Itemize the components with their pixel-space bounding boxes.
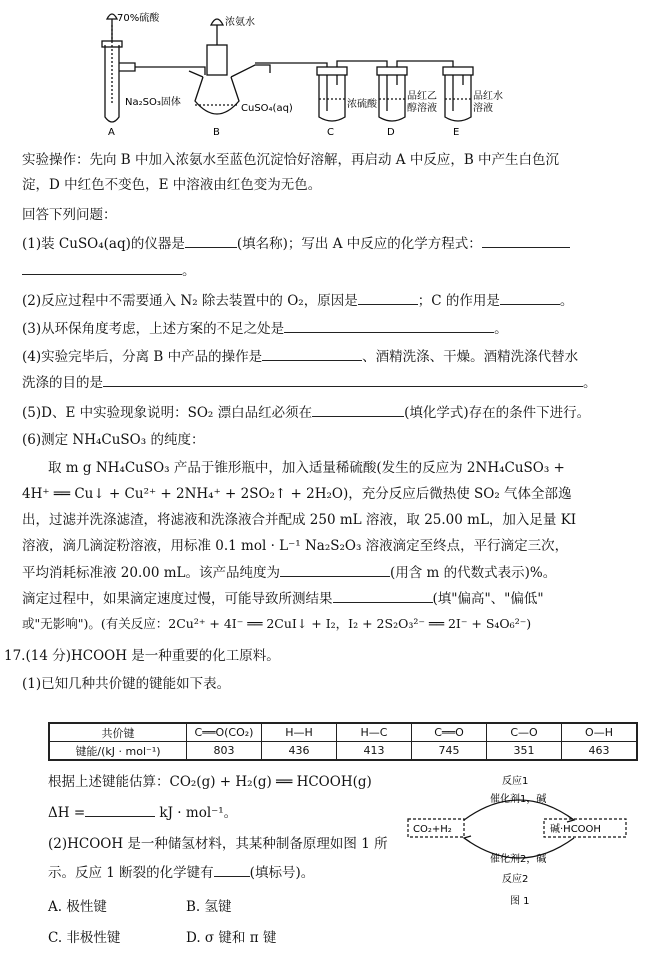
part-4-line-2	[22, 372, 597, 393]
table-cell: 745	[412, 742, 487, 761]
blank-1c[interactable]	[22, 260, 182, 275]
label-a-reagent: 70%硫酸	[117, 13, 160, 24]
blank-6b[interactable]	[333, 588, 433, 603]
table-cell: 463	[562, 742, 638, 761]
table-row	[49, 723, 637, 742]
answer-prompt: 回答下列问题：	[22, 207, 117, 223]
part-1-text-a: (1)装 CuSO₄(aq)的仪器是	[22, 236, 185, 252]
option-b: B. 氢键	[186, 899, 232, 915]
delta-h-line	[48, 802, 237, 823]
letter-a: A	[108, 127, 115, 138]
part-6-line-2: 4H⁺ ══ Cu↓ + Cu²⁺ + 2NH₄⁺ + 2SO₂↑ + 2H₂O)，充分反应后微热使 SO₂ 气体全部逸	[22, 486, 572, 502]
figure-right-box: 碱·HCOOH	[550, 824, 601, 835]
part-5-text-b: (填化学式)存在的条件下进行。	[404, 405, 591, 421]
blank-q17-2[interactable]	[214, 862, 250, 877]
label-a-solid: Na₂SO₃固体	[125, 97, 181, 108]
part-1-line	[22, 233, 570, 254]
part-3-end: 。	[494, 321, 508, 337]
bond-energy-table	[48, 722, 638, 761]
part-4-text-b: 、酒精洗涤、干燥。酒精洗涤代替水	[362, 349, 579, 365]
letter-b: B	[213, 127, 220, 138]
part-6-line-5	[22, 562, 556, 583]
table-cell: C—O	[487, 723, 562, 742]
part-6-title: (6)测定 NH₄CuSO₃ 的纯度：	[22, 432, 205, 448]
label-d-2: 醇溶液	[407, 103, 437, 114]
part-5-text-a: (5)D、E 中实验现象说明：SO₂ 漂白品红必须在	[22, 405, 313, 421]
estimate-line: 根据上述键能估算：CO₂(g) + H₂(g) ══ HCOOH(g)	[48, 774, 372, 790]
q17-part-2-text-b: (填标号)。	[249, 865, 315, 881]
part-6-text-6b: (填"偏高"、"偏低"	[432, 591, 544, 607]
q17-part-2-line-1: (2)HCOOH 是一种储氢材料，其某种制备原理如图 1 所	[48, 836, 388, 852]
option-d: D. σ 键和 π 键	[186, 930, 277, 946]
q17-part-1: (1)已知几种共价键的键能如下表。	[22, 676, 231, 692]
option-a: A. 极性键	[48, 899, 107, 915]
part-2-line	[22, 290, 573, 311]
label-e-1: 品红水	[473, 91, 503, 102]
letter-c: C	[327, 127, 334, 138]
figure-catalyst-2: 催化剂2，碱	[490, 854, 547, 865]
delta-h-unit: kJ · mol⁻¹。	[159, 805, 238, 821]
figure-reaction-2: 反应2	[502, 874, 529, 885]
q17-part-2-line-2	[48, 862, 314, 883]
table-row	[49, 742, 637, 761]
figure-reaction-1: 反应1	[502, 776, 529, 787]
label-b-reagent: 浓氨水	[225, 17, 255, 28]
part-2-text-b: ；C 的作用是	[417, 293, 500, 309]
part-6-text-5b: (用含 m 的代数式表示)%。	[390, 565, 557, 581]
blank-4b[interactable]	[103, 372, 583, 387]
blank-dh[interactable]	[85, 802, 155, 817]
table-cell: 413	[337, 742, 412, 761]
delta-h-text: ΔH =	[48, 805, 86, 821]
label-d-1: 品红乙	[407, 91, 437, 102]
figure-left-box: CO₂+H₂	[413, 824, 452, 835]
figure-catalyst-1: 催化剂1，碱	[490, 794, 547, 805]
part-4-end: 。	[583, 375, 597, 391]
part-4-line	[22, 346, 578, 367]
figure-caption: 图 1	[510, 896, 530, 907]
part-3-line	[22, 318, 508, 339]
blank-4a[interactable]	[262, 346, 362, 361]
part-3-text: (3)从环保角度考虑，上述方案的不足之处是	[22, 321, 285, 337]
part-2-end: 。	[559, 293, 574, 309]
part-6-line-4: 溶液，滴几滴淀粉溶液，用标准 0.1 mol · L⁻¹ Na₂S₂O₃ 溶液滴定至终点，平行滴定三次，	[22, 538, 569, 554]
blank-1a[interactable]	[185, 233, 237, 248]
part-6-text-5a: 平均消耗标准液 20.00 mL。该产品纯度为	[22, 565, 280, 581]
apparatus-diagram	[95, 5, 545, 145]
option-c: C. 非极性键	[48, 930, 121, 946]
part-6-line-1: 取 m g NH₄CuSO₃ 产品于锥形瓶中，加入适量稀硫酸(发生的反应为 2NH₄CuSO₃ +	[48, 460, 565, 476]
part-1-text-b: (填名称)；写出 A 中反应的化学方程式：	[236, 236, 482, 252]
table-cell: 351	[487, 742, 562, 761]
part-6-line-6	[22, 588, 544, 609]
operation-line-1: 实验操作：先向 B 中加入浓氨水至蓝色沉淀恰好溶解，再启动 A 中反应，B 中产生白色沉	[22, 152, 560, 168]
part-6-text-6a: 滴定过程中，如果滴定速度过慢，可能导致所测结果	[22, 591, 333, 607]
part-4-text-a: (4)实验完毕后，分离 B 中产品的操作是	[22, 349, 263, 365]
table-cell: 803	[187, 742, 262, 761]
q17-part-2-text-a: 示。反应 1 断裂的化学键有	[48, 865, 214, 881]
figure-1-cycle	[404, 772, 634, 912]
blank-2a[interactable]	[358, 290, 418, 305]
part-4-text-c: 洗涤的目的是	[22, 375, 103, 391]
letter-e: E	[453, 127, 460, 138]
label-b-solution: CuSO₄(aq)	[241, 103, 293, 114]
table-cell: 436	[262, 742, 337, 761]
blank-3[interactable]	[284, 318, 494, 333]
part-5-line	[22, 402, 590, 423]
label-c: 浓硫酸	[347, 99, 377, 110]
blank-5[interactable]	[312, 402, 404, 417]
table-cell: H—C	[337, 723, 412, 742]
part-1-end: 。	[182, 263, 196, 279]
table-cell: O—H	[562, 723, 638, 742]
part-6-line-7: 或"无影响")。(有关反应：2Cu²⁺ + 4I⁻ ══ 2CuI↓ + I₂，I₂ + 2S₂O₃²⁻ ══ 2I⁻ + S₄O₆²⁻)	[22, 616, 532, 631]
part-2-text-a: (2)反应过程中不需要通入 N₂ 除去装置中的 O₂，原因是	[22, 293, 358, 309]
q17-title: 17.(14 分)HCOOH 是一种重要的化工原料。	[4, 648, 280, 664]
blank-2b[interactable]	[500, 290, 560, 305]
letter-d: D	[387, 127, 395, 138]
table-header-energy: 键能/(kJ · mol⁻¹)	[49, 742, 187, 761]
table-cell: C══O(CO₂)	[187, 723, 262, 742]
table-cell: H—H	[262, 723, 337, 742]
table-cell: C══O	[412, 723, 487, 742]
blank-6a[interactable]	[280, 562, 390, 577]
part-6-line-3: 出，过滤并洗涤滤渣，将滤液和洗涤液合并配成 250 mL 溶液，取 25.00 mL，加入足量 KI	[22, 512, 577, 528]
label-e-2: 溶液	[473, 103, 493, 114]
blank-1b[interactable]	[482, 233, 570, 248]
operation-line-2: 淀，D 中红色不变色，E 中溶液由红色变为无色。	[22, 177, 322, 193]
table-header-bond: 共价键	[49, 723, 187, 742]
part-1-line-2	[22, 260, 196, 281]
